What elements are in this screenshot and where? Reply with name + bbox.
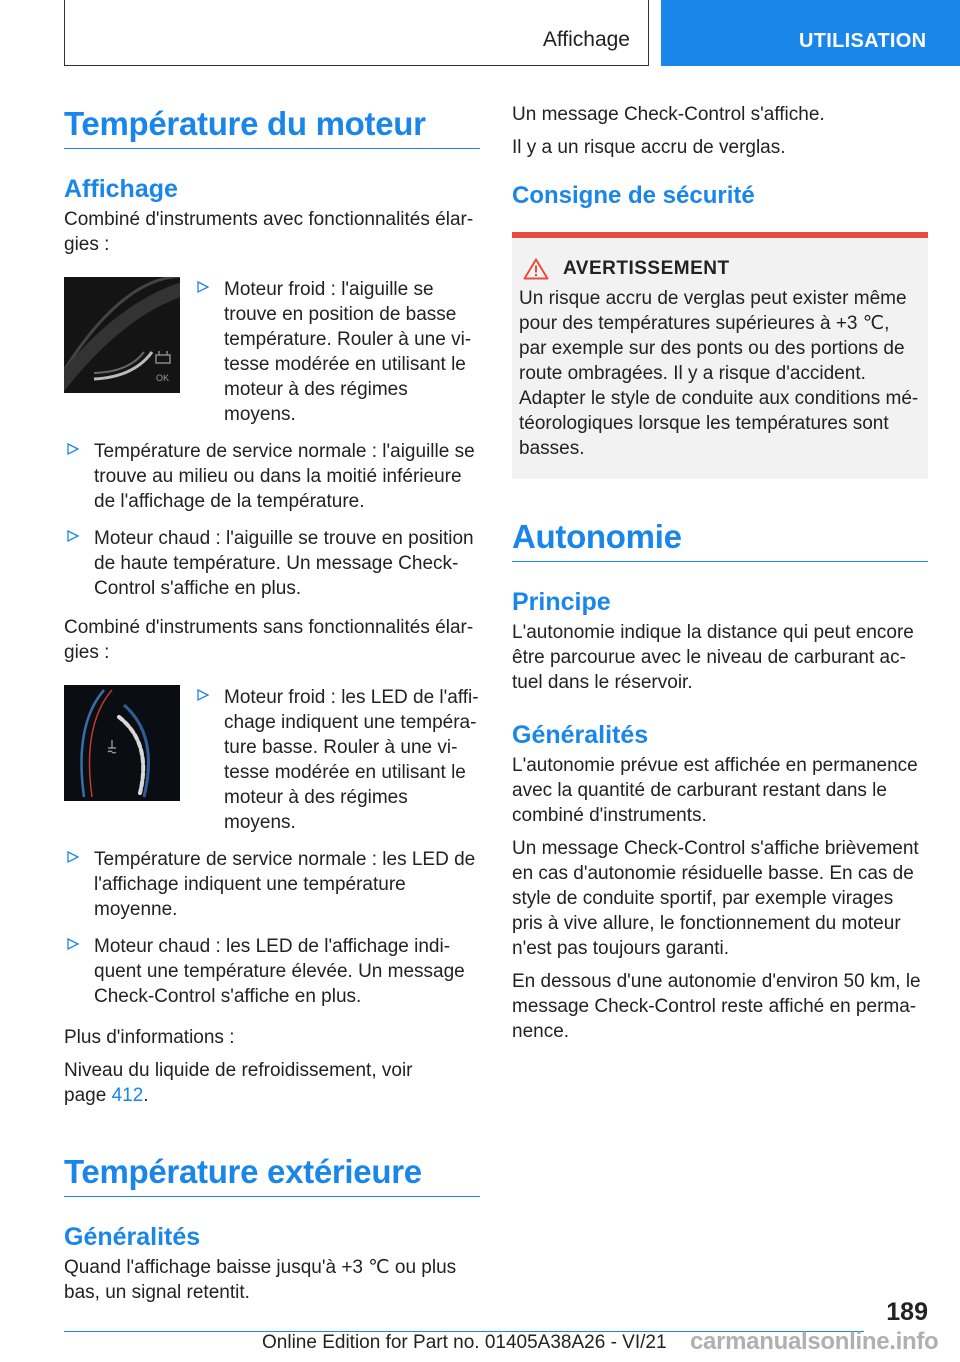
- bullet-normal-temp-2: Température de service normale : les LED de l'affichage indiquent une température moyenne.: [64, 847, 480, 922]
- autonomy-general-text-3: En dessous d'une autonomie d'environ 50 km, le message Check-Control reste affiché en perma-nence.: [512, 971, 921, 1042]
- warning-title: AVERTISSEMENT: [563, 258, 730, 279]
- warning-text-1: Un risque accru de verglas peut exister même pour des températures supérieures à +3 ℃, par exemple sur des ponts ou des portions de route ombragées. Il y a risque d'accident.: [519, 288, 907, 384]
- warning-text-2: Adapter le style de conduite aux conditions mé-téorologiques lorsque les températures sont basses.: [519, 388, 919, 459]
- bullet-hot-engine-1: Moteur chaud : l'aiguille se trouve en position de haute température. Un message Check-Control s'affiche en plus.: [64, 526, 480, 601]
- principle-text: L'autonomie indique la distance qui peut encore être parcourue avec le niveau de carburant ac-tuel dans le réservoir.: [512, 622, 914, 693]
- autonomy-title: Autonomie: [512, 515, 928, 562]
- exterior-general-text: Quand l'affichage baisse jusqu'à +3 ℃ ou plus bas, un signal retentit.: [64, 1257, 457, 1303]
- header-chapter-tab[interactable]: UTILISATION: [661, 0, 960, 66]
- exterior-temperature-title: Température extérieure: [64, 1150, 480, 1197]
- page-number: 189: [886, 1298, 928, 1326]
- figure-row-1: [64, 277, 480, 427]
- engine-temperature-title: Température du moteur: [64, 102, 480, 149]
- coolant-reference: Niveau du liquide de refroidissement, voir page 412.: [64, 1060, 413, 1106]
- autonomy-general-heading: Généralités: [512, 721, 649, 749]
- intro-extended-cluster: Combiné d'instruments avec fonctionnalités élar-gies :: [64, 209, 474, 255]
- ice-risk-text: Il y a un risque accru de verglas.: [512, 137, 786, 158]
- watermark-text: carmanualsonline.info: [690, 1328, 939, 1355]
- bullet-cold-engine-1: Moteur froid : l'aiguille se trouve en position de basse température. Rouler à une vi-tesse modérée en utilisant le moteur à des régimes moyens.: [194, 277, 480, 427]
- bullet-triangle-icon: [66, 937, 80, 951]
- bullet-cold-engine-2: Moteur froid : les LED de l'affi-chage indiquent une tempéra-ture basse. Rouler à une vi-tesse modérée en utilisant le moteur à des régimes moyens.: [194, 685, 480, 835]
- warning-box: [512, 232, 928, 479]
- figure-row-2: [64, 685, 480, 835]
- more-info-label: Plus d'informations :: [64, 1027, 235, 1048]
- exterior-general-heading: Généralités: [64, 1223, 201, 1251]
- check-control-text: Un message Check-Control s'affiche.: [512, 104, 825, 125]
- left-column: [64, 102, 480, 1305]
- autonomy-general-text-1: L'autonomie prévue est affichée en permanence avec la quantité de carburant restant dans le combiné d'instruments.: [512, 755, 918, 826]
- edition-text: Online Edition for Part no. 01405A38A26 - VI/21: [262, 1332, 667, 1353]
- bullet-hot-engine-2: Moteur chaud : les LED de l'affichage indi-quent une température élevée. Un message Check-Control s'affiche en plus.: [64, 934, 480, 1009]
- bullet-triangle-icon: [66, 529, 80, 543]
- autonomy-general-text-2: Un message Check-Control s'affiche brièvement en cas d'autonomie résiduelle basse. En cas de style de conduite sportif, par exemple virages pris à vive allure, le fonctionnement du moteur n'est pas toujours garanti.: [512, 838, 919, 959]
- standard-cluster-led-gauge-image: [64, 685, 180, 801]
- bullet-normal-temp-1: Température de service normale : l'aiguille se trouve au milieu ou dans la moitié inférieure de l'affichage de la température.: [64, 439, 480, 514]
- extended-cluster-gauge-image: [64, 277, 180, 393]
- bullet-triangle-icon: [66, 442, 80, 456]
- bullet-triangle-icon: [66, 850, 80, 864]
- right-column: [512, 102, 928, 1044]
- bullet-triangle-icon: [196, 280, 210, 294]
- figure-ok-label: OK: [156, 373, 170, 383]
- warning-title-row: [519, 258, 920, 280]
- affichage-heading: Affichage: [64, 175, 178, 203]
- bullet-triangle-icon: [196, 688, 210, 702]
- header-section-title: Affichage: [542, 28, 630, 51]
- safety-heading: Consigne de sécurité: [512, 182, 755, 209]
- principle-heading: Principe: [512, 588, 611, 616]
- page-412-link[interactable]: 412: [111, 1085, 144, 1106]
- warning-triangle-icon: [523, 258, 549, 280]
- intro-standard-cluster: Combiné d'instruments sans fonctionnalités élar-gies :: [64, 617, 474, 663]
- header-box: [64, 0, 649, 66]
